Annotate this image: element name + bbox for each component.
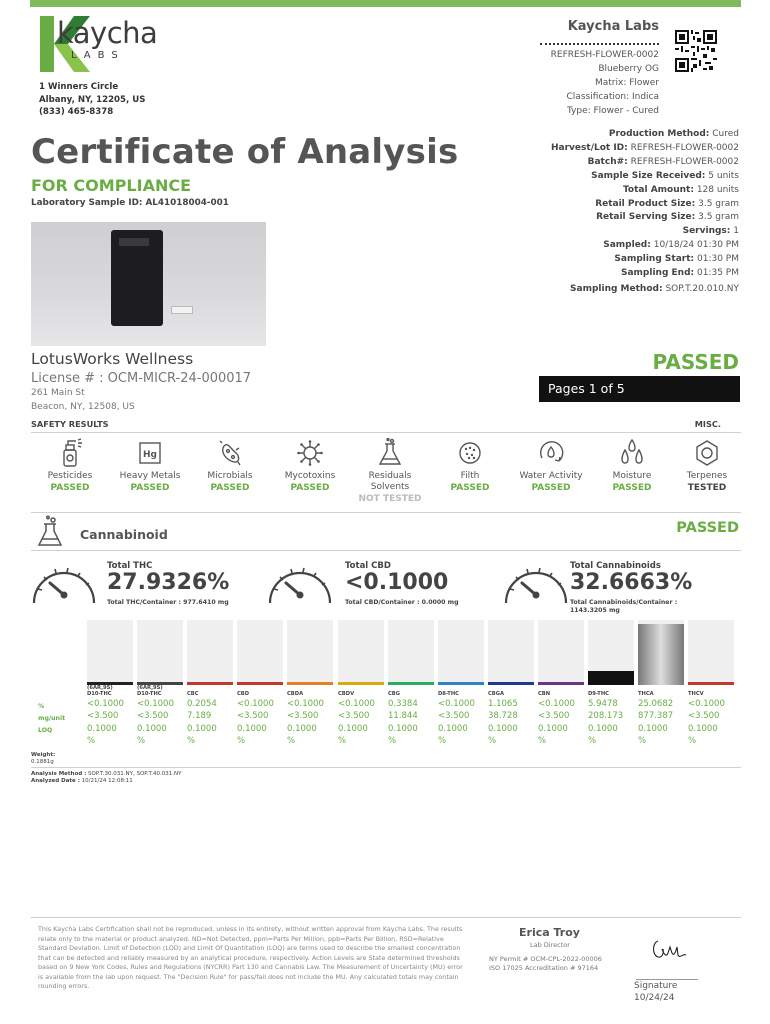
gauge-sub-thc: Total THC/Container : 977.6410 mg [107,599,229,606]
client-address: 261 Main St Beacon, NY, 12508, US [31,388,135,412]
cannabinoid-status: PASSED [676,520,739,536]
column-name [287,691,303,697]
cell-unit: % [438,735,447,746]
cell-mg: <3.500 [87,711,119,722]
row-label-percent: % [38,703,45,710]
cell-loq: 0.1000 [237,723,267,734]
cell-unit: % [538,735,547,746]
cell-unit: % [187,735,196,746]
gauge-sub-cbd: Total CBD/Container : 0.0000 mg [345,599,459,606]
cell-percent: <0.1000 [338,699,375,709]
top-accent-bar [30,0,741,7]
cell-loq: 0.1000 [388,723,418,734]
misc-label: MISC. [694,419,721,429]
flask-icon [376,438,404,468]
safety-filth: Filth PASSED [434,438,506,494]
column-name [538,691,550,697]
cell-unit: % [87,735,96,746]
cell-unit: % [237,735,246,746]
divider [31,917,741,918]
cell-mg: 11.844 [388,711,418,722]
column-name-text: CBD [237,691,250,697]
bar-thca [638,620,684,685]
gauge-icon [28,559,100,611]
weight-info: Weight: 0.1881g [31,752,56,765]
permit-info: NY Permit # OCM-CPL-2022-00006 ISO 17025 Accreditation # 97164 [489,955,602,972]
qr-code[interactable] [674,30,718,72]
column-name-text: THCV [688,691,704,697]
bar-d10-thc [87,620,133,685]
cell-mg: <3.500 [237,711,269,722]
cell-loq: 0.1000 [588,723,618,734]
cell-loq: 0.1000 [338,723,368,734]
cannabinoid-title: Cannabinoid [80,527,168,542]
safety-microbials: Microbials PASSED [194,438,266,494]
safety-pesticides: Pesticides PASSED [34,438,106,494]
cell-loq: 0.1000 [488,723,518,734]
gauge-label-thc: Total THC [107,561,153,571]
cell-percent: 0.2054 [187,699,217,709]
lab-name: Kaycha Labs [567,19,659,34]
flask-icon [36,515,64,547]
cell-loq: 0.1000 [287,723,317,734]
bar-cbg [388,620,434,685]
bar-d10-thc [137,620,183,685]
safety-mycotoxins: Mycotoxins PASSED [274,438,346,494]
page-title: Certificate of Analysis [31,132,459,172]
safety-results-label: SAFETY RESULTS [31,419,109,429]
bar-fill [588,671,634,685]
cell-mg: 208.173 [588,711,624,722]
column-name [388,691,400,697]
column-name-text: D9-THC [588,691,609,697]
divider [31,550,741,551]
divider [31,767,741,768]
column-name-text: CBN [538,691,551,697]
client-license: License # : OCM-MICR-24-000017 [31,371,252,386]
cell-percent: 25.0682 [638,699,674,709]
microbe-icon [216,438,244,468]
heavy-metals-icon [136,438,164,468]
cell-loq: 0.1000 [538,723,568,734]
row-label-loq: LOQ [38,727,53,734]
droplets-icon [618,438,646,468]
lab-address: 1 Winners Circle Albany, NY, 12205, US (833) 465-8378 [39,82,146,117]
cell-percent: <0.1000 [438,699,475,709]
cell-percent: <0.1000 [237,699,274,709]
divider [31,512,741,513]
cell-mg: <3.500 [688,711,720,722]
bar-line [688,682,734,685]
logo-subtext: LABS [71,50,125,61]
product-photo [31,222,266,346]
bar-cbd [237,620,283,685]
cell-loq: 0.1000 [187,723,217,734]
bar-cbda [287,620,333,685]
bar-cbdv [338,620,384,685]
cell-unit: % [688,735,697,746]
cell-mg: 7.189 [187,711,212,722]
spray-bottle-icon [56,438,84,468]
cell-unit: % [388,735,397,746]
column-name-text: CBC [187,691,199,697]
gauge-value-total: 32.6663% [570,570,693,595]
cell-loq: 0.1000 [87,723,117,734]
signature-image [650,935,690,965]
cell-percent: 5.9478 [588,699,618,709]
cell-percent: <0.1000 [538,699,575,709]
bar-cbc [187,620,233,685]
bar-thcv [688,620,734,685]
water-activity-icon [537,438,565,468]
column-name-prefix: (6AR,9S) [87,685,113,691]
column-name [688,691,704,697]
gauge-icon [500,559,572,611]
analyzed-date: Analyzed Date : 10/21/24 12:08:11 [31,778,133,784]
terpene-icon [693,438,721,468]
cell-unit: % [588,735,597,746]
cell-percent: <0.1000 [287,699,324,709]
signer-name: Erica Troy [519,926,580,939]
bar-line [488,682,534,685]
bar-d8-thc [438,620,484,685]
cell-mg: <3.500 [438,711,470,722]
filth-icon [456,438,484,468]
disclaimer-text: This Kaycha Labs Certification shall not be reproduced, unless in its entirety, without written approval from Kaycha Labs. The results relate only to the material or product analyzed. ND=Not Detected, ppm=Parts Per Million, ppb=Parts Per Billion, RSD=Relative Standard Deviation. Limit of Detection (LOD) and Limit Of Quantitation (LOQ) are terms used to describe the smallest concentration that can be detected and reliably measured by an analytical procedure, respectively. Action Levels are State determined thresholds based on 9 New York Codes, Rules and Regulations (NYCRR) Part 130 and Cannabis Law. The Measurement of Uncertainty (MU) error is available from the lab upon request. The "Decision Rule" for pass/fail does not include the MU. Any calculated totals may contain rounding errors. [38,925,463,990]
column-name-text: CBDA [287,691,304,697]
lab-sample-id: Laboratory Sample ID: AL41018004-001 [31,198,229,208]
signature-label: Signature 10/24/24 [634,981,678,1003]
cell-unit: % [137,735,146,746]
cell-mg: 38.728 [488,711,518,722]
svg-text:Hg: Hg [143,450,157,460]
sample-meta: REFRESH-FLOWER-0002 Blueberry OG Matrix: Flower Classification: Indica Type: Flower - Cured [550,50,659,116]
gauge-icon [264,559,336,611]
column-name-text: CBDV [338,691,355,697]
cell-loq: 0.1000 [137,723,167,734]
cell-unit: % [287,735,296,746]
safety-water-activity: Water Activity PASSED [515,438,587,494]
bar-line [438,682,484,685]
overall-status: PASSED [652,350,739,374]
cell-unit: % [338,735,347,746]
client-name: LotusWorks Wellness [31,350,194,368]
column-name [488,691,504,697]
analysis-method: Analysis Method : SOP.T.30.031.NY, SOP.T.40.031.NY [31,771,182,777]
bar-cbga [488,620,534,685]
bar-d9-thc [588,620,634,685]
column-name [137,685,163,697]
column-name-prefix: (6AR,9S) [137,685,163,691]
cell-percent: <0.1000 [137,699,174,709]
cell-mg: <3.500 [287,711,319,722]
divider [31,432,741,433]
bar-line [538,682,584,685]
column-name-text: D10-THC [87,691,112,697]
column-name-text: CBG [388,691,401,697]
gauge-value-thc: 27.9326% [107,570,230,595]
column-name [237,691,249,697]
cell-percent: <0.1000 [688,699,725,709]
column-name [87,685,113,697]
gauge-label-cbd: Total CBD [345,561,391,571]
safety-heavy-metals: Hg Heavy Metals PASSED [114,438,186,494]
safety-terpenes: Terpenes TESTED [671,438,743,494]
cell-mg: <3.500 [137,711,169,722]
column-name [638,691,654,697]
bar-line [388,682,434,685]
cell-mg: <3.500 [338,711,370,722]
virus-icon [296,438,324,468]
cell-loq: 0.1000 [638,723,668,734]
row-label-mg: mg/unit [38,715,66,722]
bar-line [338,682,384,685]
column-name [588,691,609,697]
column-name [438,691,459,697]
dotted-divider [540,43,659,45]
page-indicator: Pages 1 of 5 [539,376,740,402]
column-name [187,691,199,697]
signer-title: Lab Director [530,941,570,949]
cell-mg: 877.387 [638,711,674,722]
gauge-sub-total: Total Cannabinoids/Container : 1143.3205 mg [570,599,678,614]
bar-line [187,682,233,685]
cell-mg: <3.500 [538,711,570,722]
safety-residual-solvents: Residuals Solvents NOT TESTED [354,438,426,505]
column-name-text: D10-THC [137,691,162,697]
product-details: Production Method: Cured Harvest/Lot ID: REFRESH-FLOWER-0002 Batch#: REFRESH-FLOWER-0002 Sample Size Received: 5 units Total Amount: 128 units Retail Product Size: 3.5 gram Retail Serving Size: 3.5 gram Servings: 1 Sampled: 10/18/24 01:30 PM Sampling Start: 01:30 PM Sampling End: 01:35 PM Sampling Method: SOP.T.20.010.NY [551,129,739,294]
bar-line [287,682,333,685]
page-subtitle: FOR COMPLIANCE [31,176,192,195]
bar-fill [638,624,684,685]
column-name-text: THCA [638,691,654,697]
column-name-text: CBGA [488,691,505,697]
cell-loq: 0.1000 [688,723,718,734]
safety-moisture: Moisture PASSED [596,438,668,494]
logo-wordmark: kaycha [57,16,158,50]
cell-unit: % [638,735,647,746]
bar-cbn [538,620,584,685]
cell-percent: 1.1065 [488,699,518,709]
cell-percent: <0.1000 [87,699,124,709]
gauge-value-cbd: <0.1000 [345,570,449,595]
cell-percent: 0.3384 [388,699,418,709]
column-name [338,691,354,697]
cell-unit: % [488,735,497,746]
bar-line [237,682,283,685]
column-name-text: D8-THC [438,691,459,697]
cell-loq: 0.1000 [438,723,468,734]
gauge-label-total: Total Cannabinoids [570,561,661,571]
